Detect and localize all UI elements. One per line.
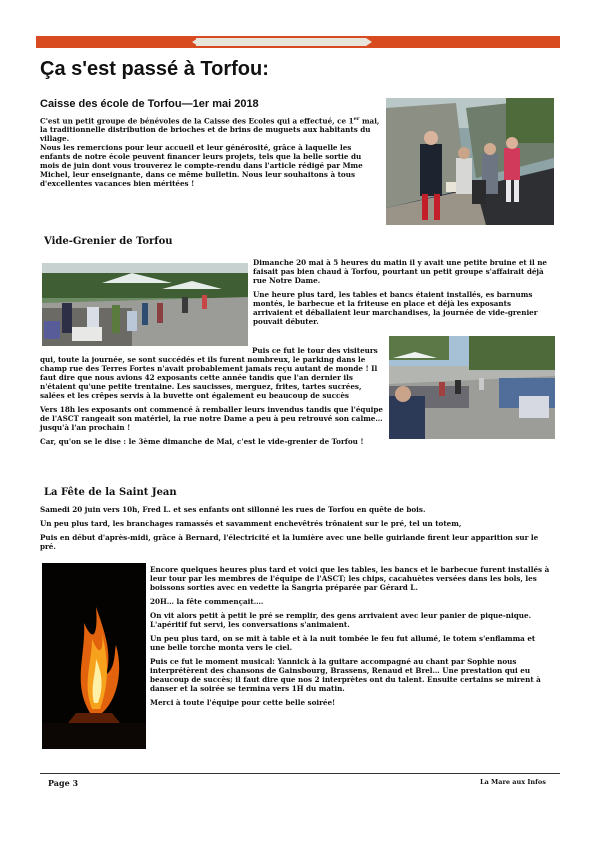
paragraph: Puis ce fut le moment musical: Yannick à la guitare accompagné au chant par Sophie nous interprétèrent des chansons de Gainsbourg, Brassens, Renaud et Brel… Une prestation qui eu beaucoup de succès; il faut dire que nos 2 interprètes ont du talent. Ensuite certains se mirent à danser et la soirée se termina vers 1H du matin. <box>150 657 541 693</box>
paragraph <box>40 437 385 446</box>
section-heading-vide-grenier: Vide-Grenier de Torfou <box>44 236 173 247</box>
header-band-ornament-left <box>192 38 198 46</box>
photo-brioche-distribution <box>386 98 554 225</box>
paragraph: Encore quelques heures plus tard et voici que les tables, les bancs et le barbecue furent installés à leur tour par les membres de l'équipe de l'ASCT; les chips, cacahuètes versées dans les bols, les boissons sorties avec en vedette la Sangria préparée par Gérard L. <box>150 565 550 592</box>
section-heading-fete-saint-jean: La Fête de la Saint Jean <box>44 487 177 498</box>
paragraph: On vit alors petit à petit le pré se remplir, des gens arrivaient avec leur panier de pique-nique. L'apéritif fut servi, les conversations s'animaient. <box>150 611 532 629</box>
paragraph: Nous les remercions pour leur accueil et leur générosité, grâce à laquelle les enfants de notre école peuvent financer leurs projets, tels que la belle sortie du mois de juin dont vous trouverez le compte-rendu dans l'article rédigé par Mme Michel, leur enseignante, dans ce même bulletin. Nous leur souhaitons à tous d'excellentes vacances bien méritées ! <box>40 143 363 189</box>
section-fete-saint-jean-text <box>150 565 552 707</box>
paragraph: Merci à toute l'équipe pour cette belle soirée! <box>150 698 336 707</box>
footer-publication-name: La Mare aux Infos <box>480 778 546 786</box>
paragraph: Un peu plus tard, on se mit à table et à la nuit tombée le feu fut allumé, le totem s'enflamma et une belle torche monta vers le ciel. <box>150 634 536 652</box>
paragraph: Puis ce fut le tour des visiteurs qui, toute la journée, se sont succédés et ils furent nombreux, le parking dans le champ rue des Terres Fortes n'avait probablement jamais reçu autant de monde ! Il faut dire que nous avions 42 exposants cette année tandis que l'an dernier ils n'étaient qu'une petite trentaine. Les saucisses, merguez, frites, tartes sucrées, salées et les crêpes servis à la buvette ont également eu beaucoup de succès <box>40 346 378 400</box>
superscript: er <box>353 116 360 122</box>
photo-vide-grenier-stalls <box>389 336 555 439</box>
section-heading-caisse-des-ecoles: Caisse des école de Torfou—1er mai 2018 <box>40 98 259 110</box>
paragraph: Puis en début d'après-midi, grâce à Bernard, l'électricité et la lumière avec une belle guirlande firent leur apparition sur le pré. <box>40 533 539 551</box>
text-run-emphasis: le 3ème dimanche de Mai, c'est le vide-grenier de Torfou ! <box>128 437 364 446</box>
section-vide-grenier-text-middle <box>40 346 385 446</box>
text-run: C'est un petit groupe de bénévoles de la Caisse des Ecoles qui a effectué, ce 1 <box>40 116 354 126</box>
header-band-ornament <box>196 38 366 46</box>
footer-rule <box>40 773 560 774</box>
header-band-ornament-right <box>366 38 372 46</box>
section-fete-saint-jean-intro <box>40 505 552 551</box>
paragraph: Samedi 20 juin vers 10h, Fred L. et ses enfants ont sillonné les rues de Torfou en quête de bois. <box>40 505 426 514</box>
paragraph: Un peu plus tard, les branchages ramassés et savamment enchevêtrés trônaient sur le pré, tel un totem, <box>40 519 462 528</box>
paragraph: Dimanche 20 mai à 5 heures du matin il y avait une petite bruine et il ne faisait pas bien chaud à Torfou, pourtant un petit groupe s'affairait déjà rue Notre Dame. <box>253 258 547 285</box>
page-title: Ça s'est passé à Torfou: <box>40 58 269 80</box>
section-vide-grenier-text-top <box>253 258 553 326</box>
text-run: Car, qu'on se le dise : <box>40 437 129 446</box>
photo-vide-grenier-street <box>42 263 248 346</box>
paragraph <box>40 115 382 143</box>
paragraph: 20H… la fête commençait…. <box>150 597 264 606</box>
paragraph: Une heure plus tard, les tables et bancs étaient installés, es barnums montés, le barbecue et la friteuse en place et déjà les exposants arrivaient et déballaient leur marchandises, la journée de vide-grenier pouvait débuter. <box>253 290 538 326</box>
photo-bonfire <box>42 563 146 749</box>
paragraph: Vers 18h les exposants ont commencé à remballer leurs invendus tandis que l'équipe de l'ASCT rangeait son matériel, la rue notre Dame a peu à peu retrouvé son calme… jusqu'à l'an prochain ! <box>40 405 383 432</box>
section-caisse-des-ecoles-text <box>40 115 382 188</box>
footer-page-number: Page 3 <box>48 778 79 788</box>
text-run: mai, la traditionnelle distribution de brioches et de brins de muguets aux habitants du village. <box>40 116 380 144</box>
